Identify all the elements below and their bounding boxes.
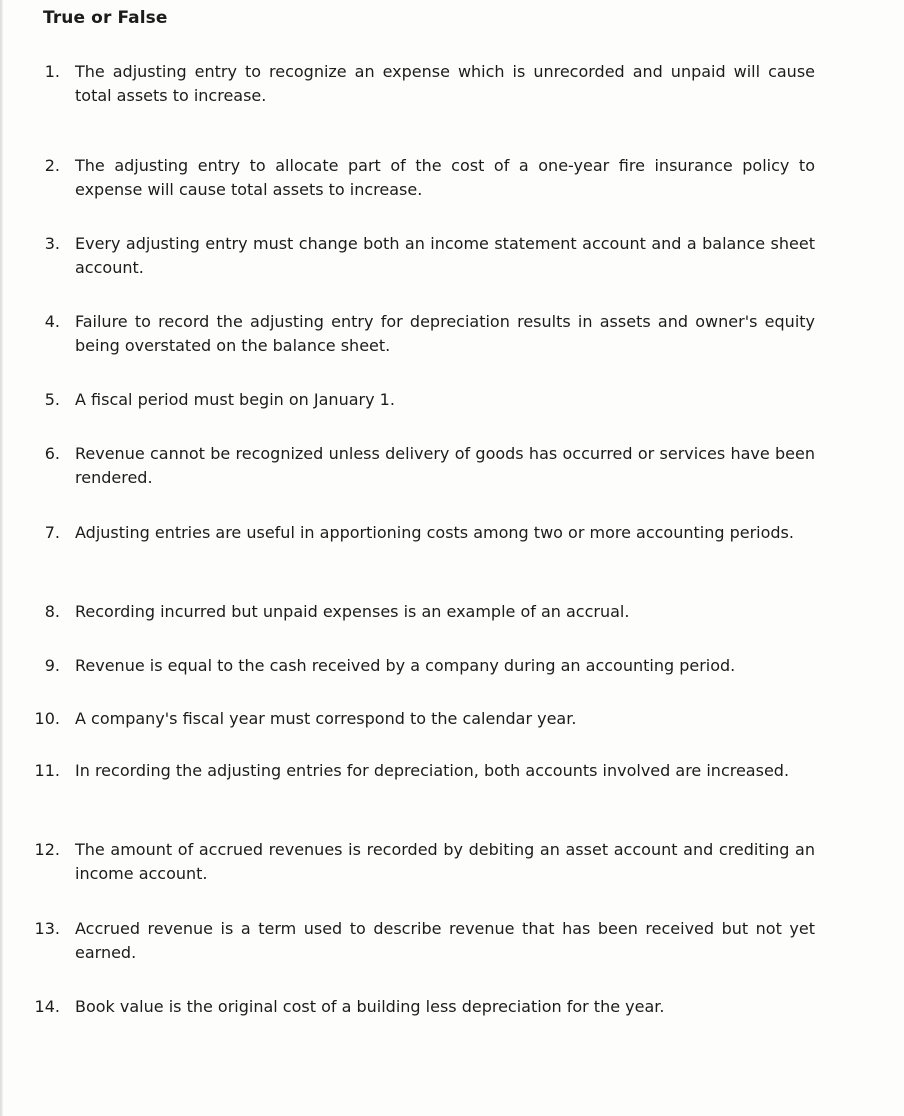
question-text: Revenue is equal to the cash received by a company during an accounting period. bbox=[75, 656, 736, 675]
question-number: 5. bbox=[44, 390, 60, 409]
question-text: Accrued revenue is a term used to describe revenue that has been received but not yet earned. bbox=[75, 919, 815, 962]
question-text: The amount of accrued revenues is recorded by debiting an asset account and crediting an income account. bbox=[75, 840, 815, 883]
question-number: 4. bbox=[44, 312, 60, 331]
question-text: In recording the adjusting entries for depreciation, both accounts involved are increased. bbox=[75, 761, 790, 780]
question-text: Failure to record the adjusting entry for depreciation results in assets and owner's equity being overstated on the balance sheet. bbox=[75, 312, 815, 355]
question-text: Adjusting entries are useful in apportioning costs among two or more accounting periods. bbox=[75, 523, 794, 542]
question-text: Book value is the original cost of a building less depreciation for the year. bbox=[75, 997, 665, 1016]
question-number: 8. bbox=[44, 602, 60, 621]
question-text: The adjusting entry to recognize an expense which is unrecorded and unpaid will cause total assets to increase. bbox=[75, 62, 815, 105]
question-number: 9. bbox=[44, 656, 60, 675]
question-text: Every adjusting entry must change both an income statement account and a balance sheet account. bbox=[75, 234, 815, 277]
question-number: 11. bbox=[34, 761, 60, 780]
question-number: 7. bbox=[44, 523, 60, 542]
question-text: Recording incurred but unpaid expenses is an example of an accrual. bbox=[75, 602, 630, 621]
question-text: A company's fiscal year must correspond to the calendar year. bbox=[75, 709, 577, 728]
question-number: 1. bbox=[44, 62, 60, 81]
question-number: 12. bbox=[34, 840, 60, 859]
question-number: 3. bbox=[44, 234, 60, 253]
page-title: True or False bbox=[43, 8, 168, 28]
question-number: 6. bbox=[44, 444, 60, 463]
question-text: A fiscal period must begin on January 1. bbox=[75, 390, 395, 409]
question-number: 10. bbox=[34, 709, 60, 728]
question-number: 14. bbox=[34, 997, 60, 1016]
question-text: Revenue cannot be recognized unless delivery of goods has occurred or services have been rendered. bbox=[75, 444, 815, 487]
question-number: 13. bbox=[34, 919, 60, 938]
question-text: The adjusting entry to allocate part of the cost of a one-year fire insurance policy to expense will cause total assets to increase. bbox=[75, 156, 815, 199]
question-number: 2. bbox=[44, 156, 60, 175]
